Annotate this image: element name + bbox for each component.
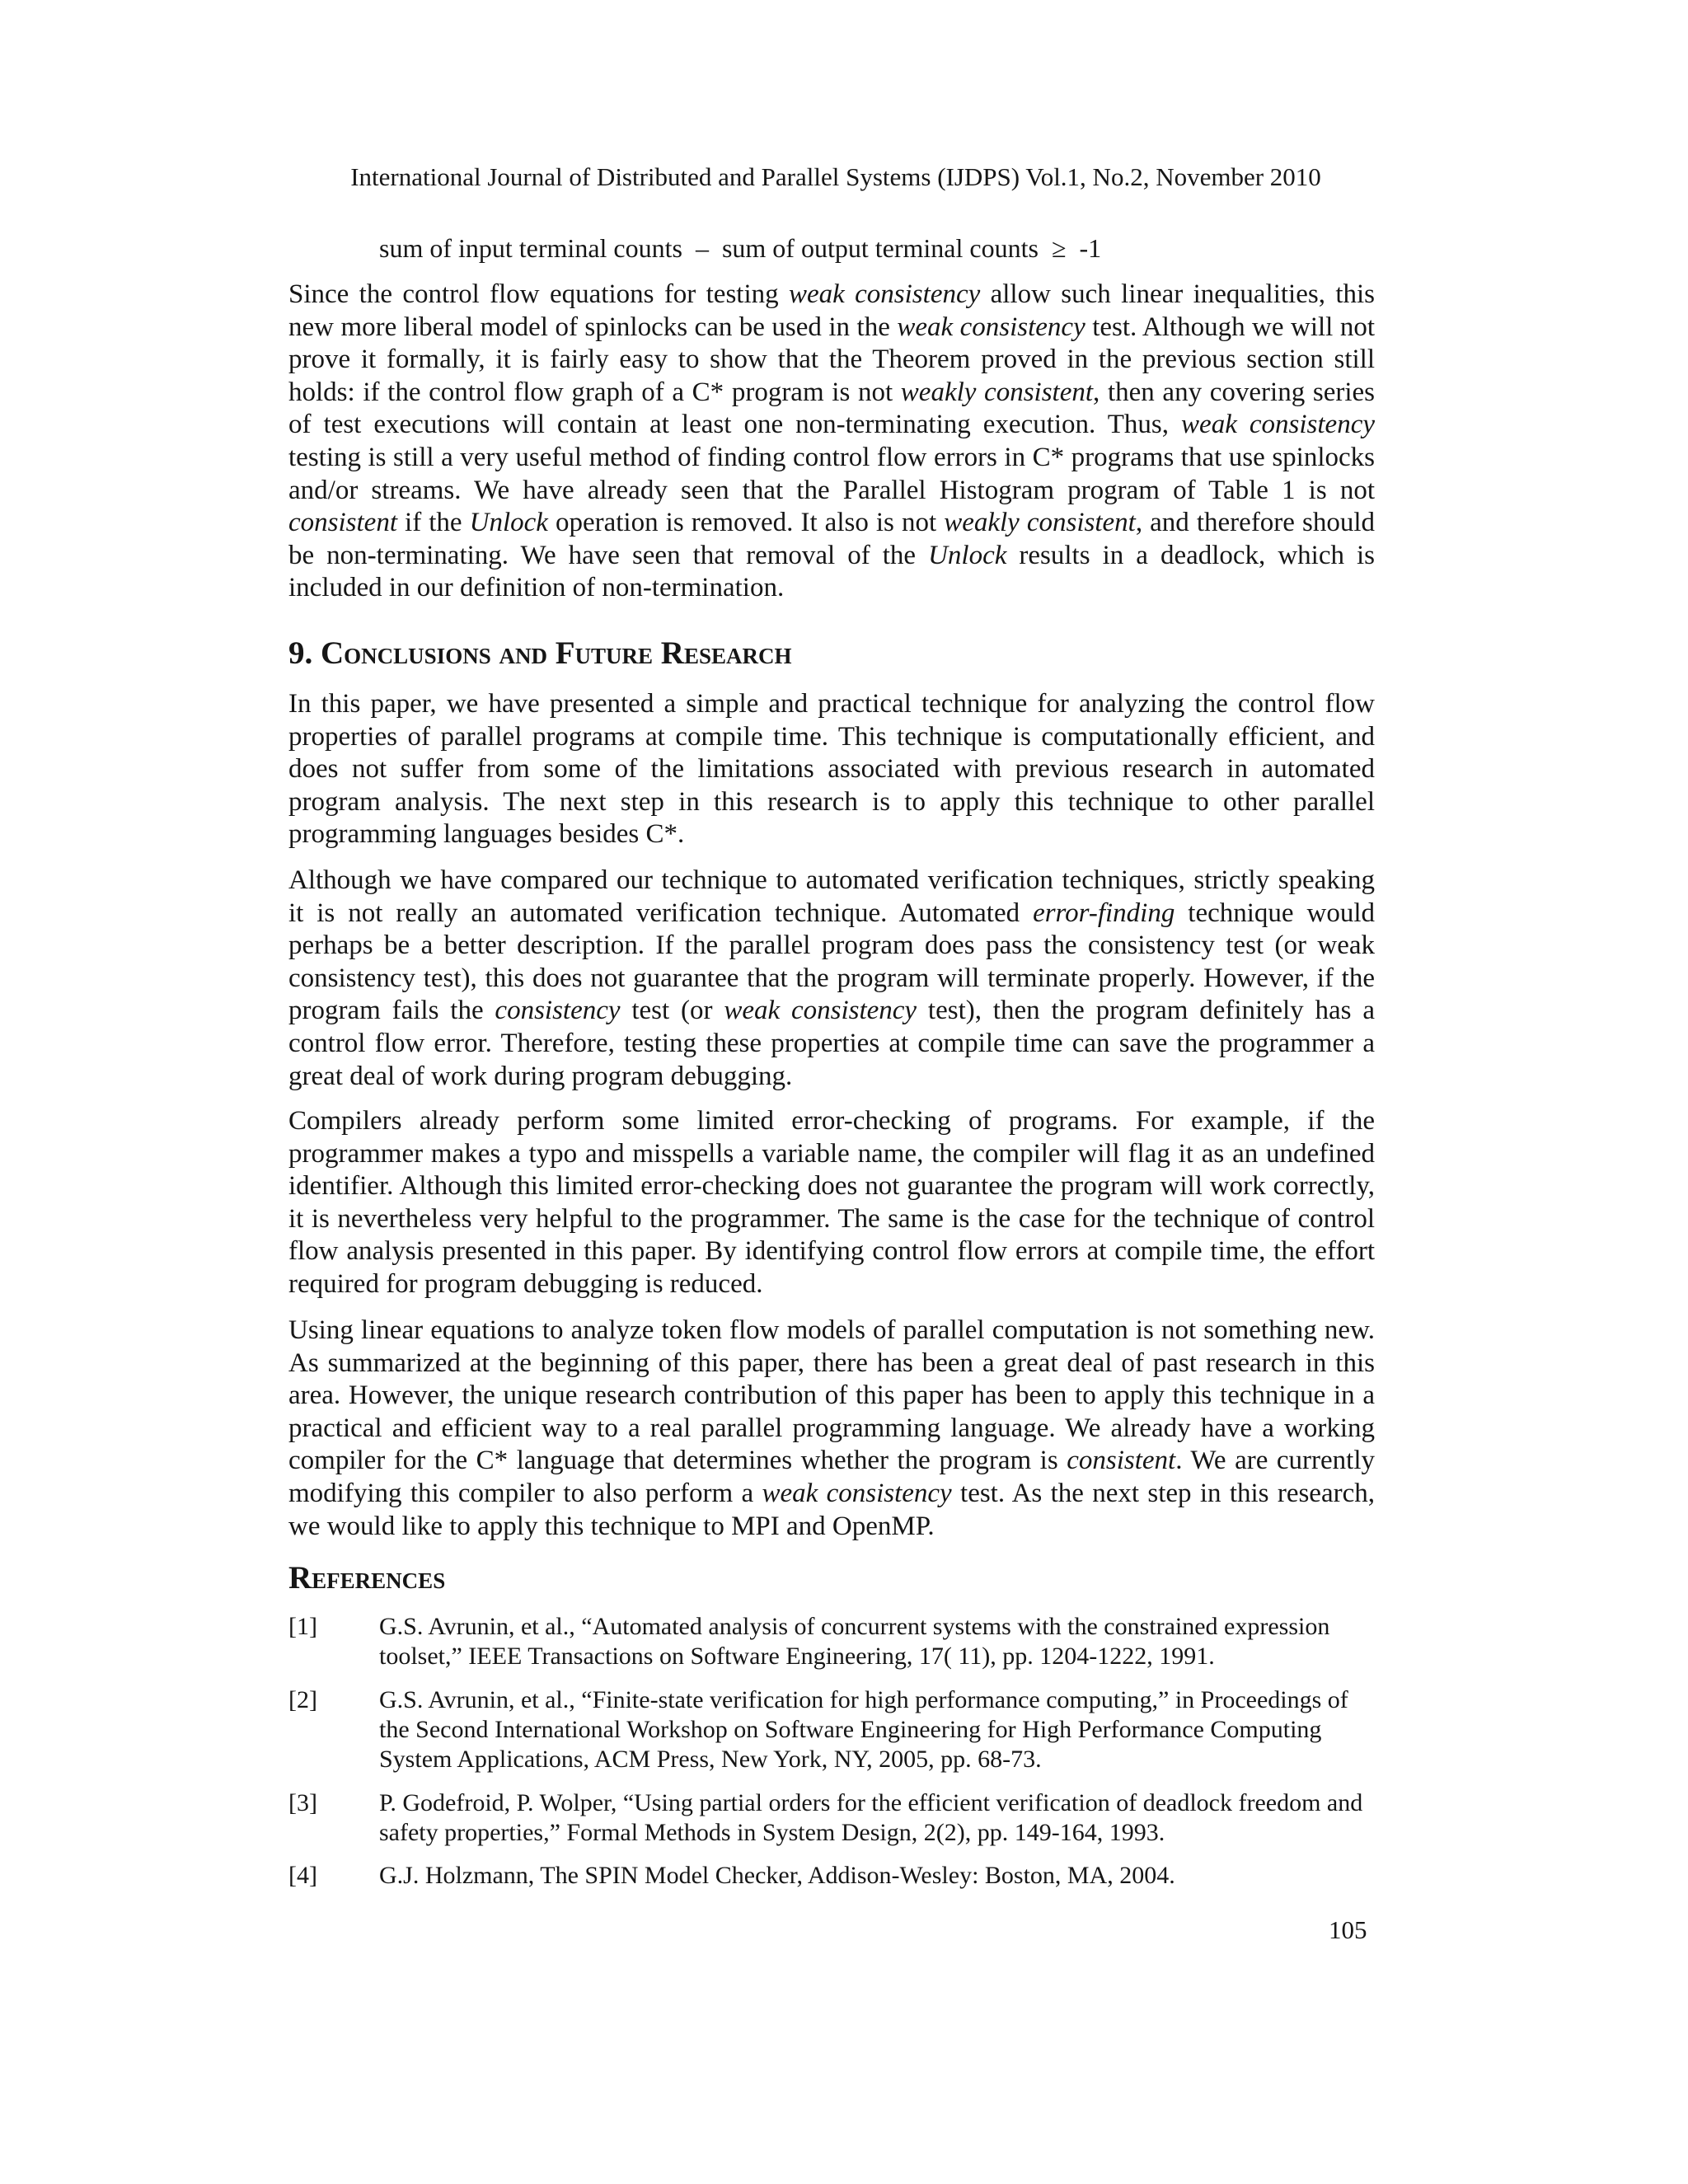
reference-number: [2] [288, 1686, 317, 1713]
formula-left: sum of input terminal counts [379, 233, 682, 263]
paragraph-conclusions-intro: In this paper, we have presented a simple and practical technique for analyzing the control flow properties of parallel programs at compile time. This technique is computationally efficient, and does not suffer from some of the limitations associated with previous research in automated program analysis. The next step in this research is to apply this technique to other parallel programming languages besides C*. [288, 689, 1375, 850]
reference-number: [3] [288, 1789, 317, 1816]
journal-header: International Journal of Distributed and Parallel Systems (IJDPS) Vol.1, No.2, November 2010 [350, 162, 1321, 191]
paragraph-verification: Although we have compared our technique to automated verification techniques, strictly speaking it is not really an automated verification technique. Automated error-finding technique would perhaps be a better description. If the parallel program does pass the consistency test (or weak consistency test), this does not guarantee that the program will terminate properly. However, if the program fails the consistency test (or weak consistency test), then the program definitely has a control flow error. Therefore, testing these properties at compile time can save the programmer a great deal of work during program debugging. [288, 865, 1376, 1091]
reference-text: P. Godefroid, P. Wolper, “Using partial orders for the efficient verification of deadlock freedom and safety properties,” Formal Methods in System Design, 2(2), pp. 149-164, 1993. [379, 1789, 1363, 1846]
paragraph-linear-equations: Using linear equations to analyze token flow models of parallel computation is not something new. As summarized at the beginning of this paper, there has been a great deal of past research in this area. However, the unique research contribution of this paper has been to apply this technique in a practical and efficient way to a real parallel programming language. We already have a working compiler for the C* language that determines whether the program is consistent. We are currently modifying this compiler to also perform a weak consistency test. As the next step in this research, we would like to apply this technique to MPI and OpenMP. [288, 1315, 1375, 1541]
formula-operator: – [695, 233, 709, 263]
formula-relation: ≥ [1051, 233, 1067, 263]
reference-text: G.J. Holzmann, The SPIN Model Checker, Addison-Wesley: Boston, MA, 2004. [379, 1862, 1175, 1889]
reference-text: G.S. Avrunin, et al., “Automated analysis of concurrent systems with the constrained expression toolset,” IEEE Transactions on Software Engineering, 17( 11), pp. 1204-1222, 1991. [379, 1613, 1330, 1670]
formula-right: sum of output terminal counts [721, 233, 1039, 263]
section-heading-conclusions: 9. Conclusions and Future Research [288, 635, 792, 671]
page-number: 105 [1329, 1915, 1367, 1944]
references-heading: References [288, 1560, 446, 1596]
paragraph-weak-consistency: Since the control flow equations for testing weak consistency allow such linear inequalities, this new more liberal model of spinlocks can be used in the weak consistency test. Although we will not prove it formally, it is fairly easy to show that the Theorem proved in the previous section still holds: if the control flow graph of a C* program is not weakly consistent, then any covering series of test executions will contain at least one non-terminating execution. Thus, weak consistency testing is still a very useful method of finding control flow errors in C* programs that use spinlocks and/or streams. We have already seen that the Parallel Histogram program of Table 1 is not consistent if the Unlock operation is removed. It also is not weakly consistent, and therefore should be non-terminating. We have seen that removal of the Unlock results in a deadlock, which is included in our definition of non-termination. [288, 279, 1376, 603]
formula-value: -1 [1079, 233, 1102, 263]
inequality-formula [379, 230, 1101, 266]
paragraph-compilers: Compilers already perform some limited error-checking of programs. For example, if the programmer makes a typo and misspells a variable name, the compiler will flag it as an undefined identifier. Although this limited error-checking does not guarantee the program will work correctly, it is nevertheless very helpful to the programmer. The same is the case for the technique of control flow analysis presented in this paper. By identifying control flow errors at compile time, the effort required for program debugging is reduced. [288, 1106, 1375, 1299]
reference-number: [4] [288, 1862, 317, 1889]
reference-text: G.S. Avrunin, et al., “Finite-state verification for high performance computing,” in Proceedings of the Second International Workshop on Software Engineering for High Performance Computing System Applications, ACM Press, New York, NY, 2005, pp. 68-73. [379, 1686, 1348, 1773]
reference-number: [1] [288, 1613, 317, 1640]
